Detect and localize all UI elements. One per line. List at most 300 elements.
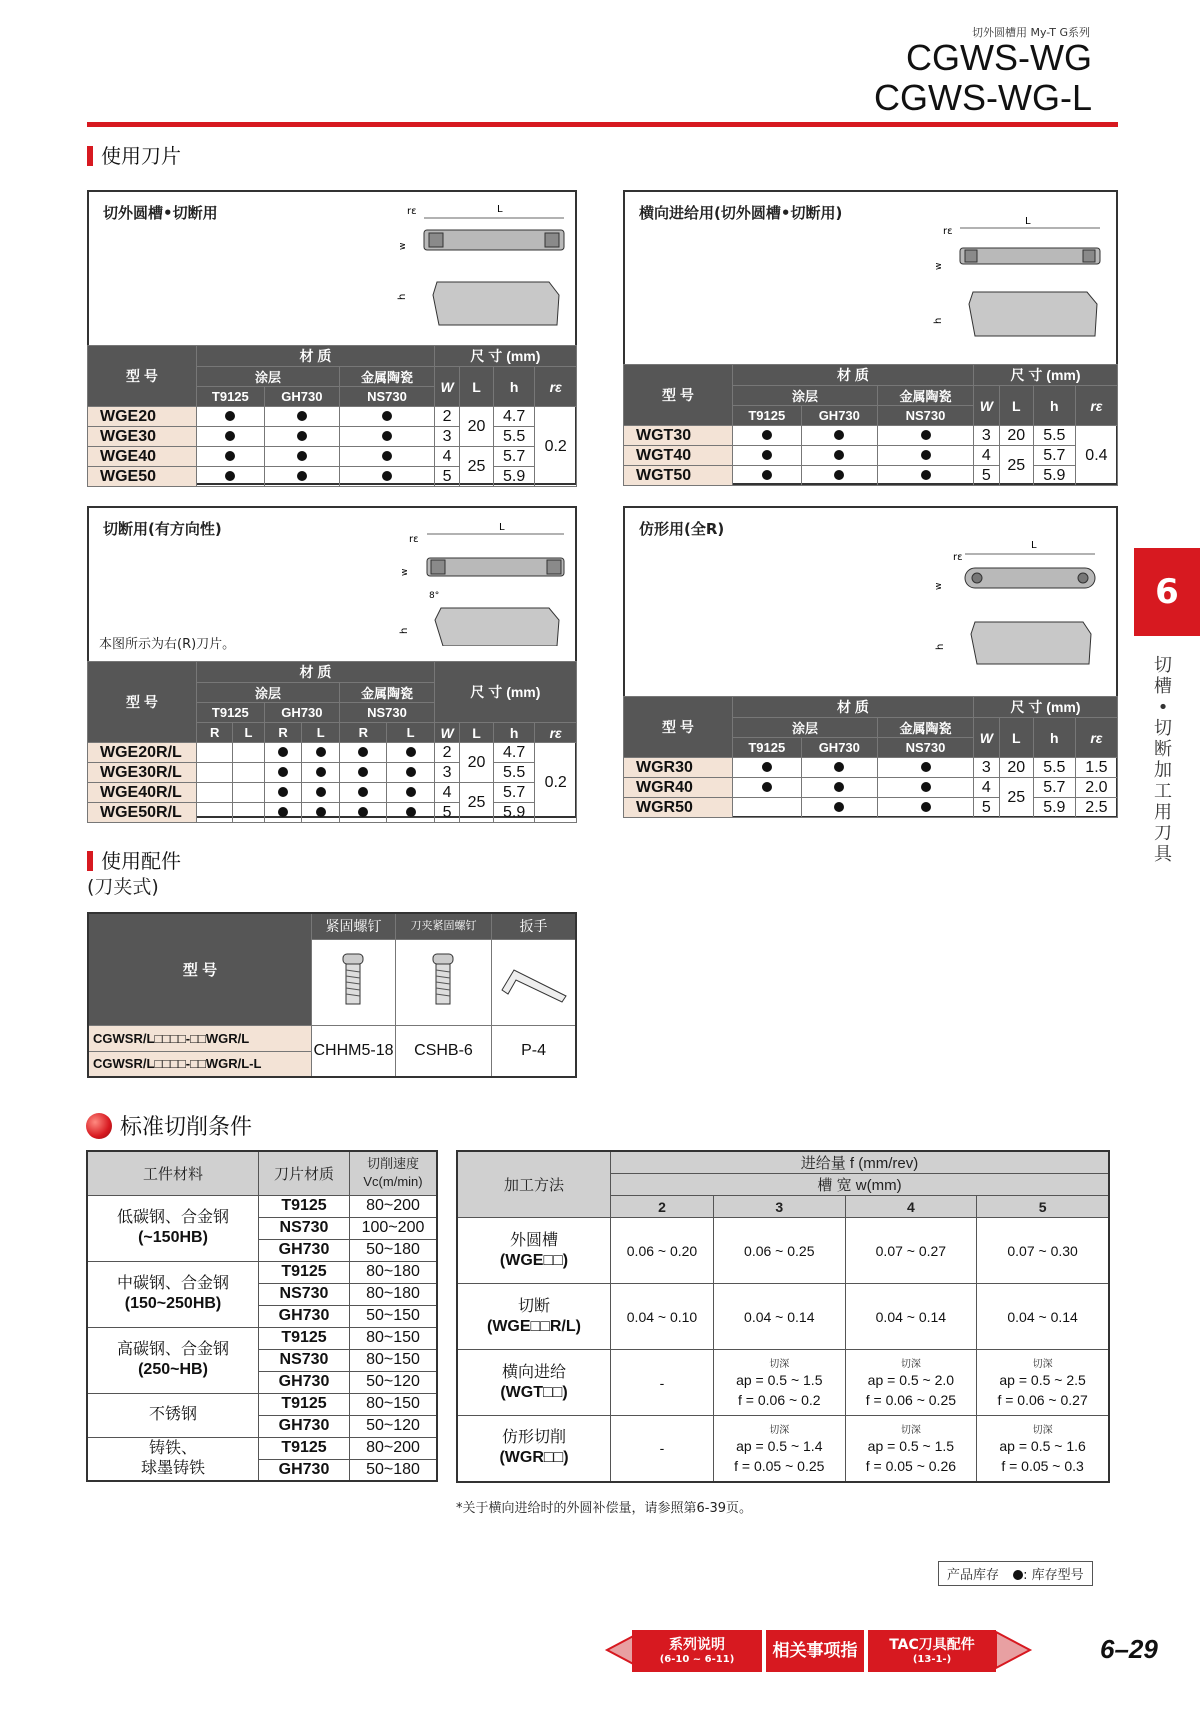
cell-re: 0.4 [1075,426,1117,486]
stock-dot [834,430,844,440]
re-header: rε [535,723,577,743]
parts-col1-header: 紧固螺钉 [312,913,396,939]
feed-value: f = 0.06 ~ 0.25 [865,1392,957,1408]
feed-row [457,1416,1109,1482]
cell-h: 5.9 [1033,798,1075,818]
insert-table-wgt [623,364,1118,486]
nav-guide-button[interactable]: 相关事项指南 [766,1630,864,1672]
re-label: rε [409,534,419,545]
L-label: L [499,522,505,533]
feed-value: ap = 0.5 ~ 1.5 [867,1437,955,1454]
nav-series-label: 系列说明 [669,1637,725,1653]
parts-col3-header: 扳手 [492,913,576,939]
grade-ns730: NS730 [340,387,435,407]
re-header: rε [1075,718,1117,758]
feed-cell [713,1218,845,1284]
workpiece-hardness: 球墨铸铁 [140,1459,205,1477]
cell-L: 25 [999,446,1033,486]
insert-box-wgr [623,506,1118,818]
cell-re: 0.2 [535,407,577,487]
cermet-header: 金属陶瓷 [340,683,435,703]
w-header: W [974,718,1000,758]
box-title: 切断用(有方向性) [103,520,222,538]
method-name: 切断 [517,1297,550,1315]
feed-row [457,1284,1109,1350]
hand-r: R [197,723,233,743]
stock-dot [921,470,931,480]
L-label: L [497,204,503,215]
width-4: 4 [845,1196,977,1218]
clamp-screw-icon [333,950,373,1010]
cell-h: 5.7 [1033,446,1075,466]
stock-dot [278,807,288,817]
holder-screw-image [395,939,491,1025]
angle-label: 8° [429,591,440,601]
cutting-speed: 80~200 [350,1195,438,1217]
stock-dot [406,747,416,757]
feed-cell [713,1416,845,1482]
cutting-speed: 80~180 [350,1283,438,1305]
depth-label: 切深 [1032,1359,1053,1370]
cell-w: 2 [434,407,459,427]
cutting-speed: 80~150 [350,1327,438,1349]
hand-r: R [340,723,387,743]
cermet-header: 金属陶瓷 [340,367,435,387]
insert-grade: NS730 [259,1217,350,1239]
stock-dot [382,471,392,481]
feed-value: ap = 0.5 ~ 1.5 [736,1372,823,1388]
stock-dot [225,411,235,421]
box-title: 仿形用(全R) [639,520,725,538]
feed-row [457,1218,1109,1284]
page-number: 6–29 [1100,1634,1158,1664]
cell-h: 5.5 [1033,426,1075,446]
feed-value: 0.06 ~ 0.25 [744,1242,815,1259]
feed-note: *关于横向进给时的外圆补偿量，请参照第6-39页。 [456,1501,753,1516]
insert-grade: T9125 [259,1327,350,1349]
re-label: rε [943,226,953,237]
stock-dot [225,471,235,481]
feed-cell [977,1416,1109,1482]
stock-dot [921,450,931,460]
row-model: WGE40 [88,447,197,467]
speed-row [87,1261,437,1283]
grade-ns730: NS730 [878,406,974,426]
stock-dot [921,430,931,440]
cell-h: 5.5 [1033,758,1075,778]
width-5: 5 [977,1196,1109,1218]
stock-dot [297,411,307,421]
cutting-speed: 100~200 [350,1217,438,1239]
workpiece-material [87,1327,259,1393]
width-2: 2 [611,1196,714,1218]
speed-unit: Vc(m/min) [363,1174,423,1190]
feed-value: 0.04 ~ 0.10 [626,1308,698,1325]
row-model: WGE50R/L [88,803,197,823]
row-model: WGE20R/L [88,743,197,763]
stock-dot [921,762,931,772]
workpiece-hardness: (250~HB) [138,1361,208,1378]
L-header: L [999,386,1033,426]
feed-cell [611,1350,714,1416]
depth-label: 切深 [769,1359,790,1370]
speed-row [87,1437,437,1459]
depth-label: 切深 [1032,1424,1053,1436]
stock-dot [382,451,392,461]
feed-cell [977,1284,1109,1350]
cell-h: 4.7 [493,743,535,763]
stock-dot [358,767,368,777]
wrench-image [492,939,576,1025]
feed-value: f = 0.06 ~ 0.27 [997,1392,1088,1408]
cell-w: 3 [974,426,1000,446]
parts-model-header: 型 号 [88,913,312,1025]
feed-value: ap = 0.5 ~ 1.6 [999,1437,1086,1454]
size-header: 尺 寸 (mm) [434,662,576,723]
insert-grade: T9125 [259,1393,350,1415]
coating-header: 涂层 [733,718,878,738]
h-label: h [397,293,408,300]
cell-w: 4 [974,446,1000,466]
section-inserts-heading: 使用刀片 [87,140,181,169]
workpiece-material [87,1261,259,1327]
depth-label: 切深 [900,1359,921,1370]
stock-dot [316,787,326,797]
grade-gh730: GH730 [801,406,877,426]
feed-cell [977,1350,1109,1416]
feed-value: 0.06 ~ 0.20 [626,1242,698,1259]
screw-image [312,939,396,1025]
row-model: WGE30R/L [88,763,197,783]
cell-w: 4 [434,783,459,803]
cell-L: 20 [460,743,494,783]
section-parts-sub: (刀夹式) [87,876,159,898]
w-label: w [934,262,944,270]
coating-header: 涂层 [197,683,340,703]
L-label: L [1031,540,1037,551]
stock-dot [278,747,288,757]
L-header: L [460,367,494,407]
cell-h: 5.7 [1033,778,1075,798]
workpiece-hardness: (~150HB) [138,1229,208,1246]
workpiece-name: 铸铁、 [148,1439,197,1457]
grade-t9125: T9125 [197,387,265,407]
cell-w: 5 [974,798,1000,818]
cell-w: 3 [434,763,459,783]
feed-cell [611,1218,714,1284]
L-header: L [999,718,1033,758]
size-header: 尺 寸 (mm) [974,697,1118,718]
cell-w: 2 [434,743,459,763]
parts-value3: P-4 [492,1025,576,1077]
page-title-1: CGWS-WG [906,37,1092,78]
model-header: 型 号 [624,365,733,426]
series-label: 切外圆槽用 My-T G系列 [971,26,1090,39]
stock-legend [938,1561,1093,1586]
cell-w: 5 [434,467,459,487]
cell-re: 2.5 [1075,798,1117,818]
box-title: 横向进给用(切外圆槽•切断用) [639,204,843,222]
cell-re: 1.5 [1075,758,1117,778]
row-model: WGT40 [624,446,733,466]
workpiece-material [87,1195,259,1261]
stock-dot [358,787,368,797]
material-header: 材 质 [733,697,974,718]
row-model: WGR50 [624,798,733,818]
feed-value: 0.07 ~ 0.30 [1007,1242,1078,1259]
cermet-header: 金属陶瓷 [878,386,974,406]
stock-dot [1013,1570,1023,1580]
grade-col-header: 刀片材质 [259,1151,350,1195]
feed-header: 进给量 f (mm/rev) [611,1151,1110,1174]
width-header: 槽 宽 w(mm) [611,1174,1110,1196]
re-header: rε [1075,386,1117,426]
cell-h: 4.7 [493,407,535,427]
feed-value: 0.04 ~ 0.14 [744,1308,815,1325]
stock-dot [316,807,326,817]
nav-series-sub: (6-10 ~ 6-11) [659,1654,735,1665]
insert-table-wge [87,345,577,487]
stock-dot [921,802,931,812]
h-header: h [493,723,535,743]
insert-grade: T9125 [259,1437,350,1459]
stock-dot [762,470,772,480]
row-model: WGE20 [88,407,197,427]
feed-cell [611,1284,714,1350]
stock-dot [834,762,844,772]
section-parts-heading: 使用配件 [87,845,181,874]
cell-w: 4 [434,447,459,467]
speed-row [87,1393,437,1415]
cell-L: 20 [999,758,1033,778]
material-header: 材 质 [733,365,974,386]
material-header: 材 质 [197,662,435,683]
insert-table-wgerl [87,661,577,823]
w-header: W [434,723,459,743]
cell-L: 20 [999,426,1033,446]
cell-w: 3 [974,758,1000,778]
nav-next-arrow-icon[interactable] [994,1628,1034,1672]
h-label: h [399,627,410,634]
holder-screw-icon [423,950,463,1010]
feed-value: ap = 0.5 ~ 1.4 [736,1437,823,1454]
grade-gh730: GH730 [801,738,877,758]
cermet-header: 金属陶瓷 [878,718,974,738]
stock-dot [834,802,844,812]
cell-L: 25 [460,783,494,823]
method-name: 横向进给 [501,1363,566,1381]
insert-diagram [309,516,569,646]
insert-diagram [309,200,569,330]
w-header: W [434,367,459,407]
model-header: 型 号 [624,697,733,758]
re-label: rε [953,552,963,563]
stock-dot [762,782,772,792]
parts-value2: CSHB-6 [395,1025,491,1077]
machining-method [457,1350,611,1416]
feed-row [457,1350,1109,1416]
cell-h: 5.9 [493,803,535,823]
cell-h: 5.5 [493,763,535,783]
workpiece-name: 高碳钢、合金钢 [116,1341,229,1358]
h-label: h [935,643,946,650]
stock-dot [834,470,844,480]
insert-diagram [825,212,1105,352]
feed-cell [845,1350,977,1416]
w-header: W [974,386,1000,426]
insert-grade: GH730 [259,1239,350,1261]
feed-value: 0.04 ~ 0.14 [1007,1308,1078,1325]
feed-value: - [659,1374,665,1391]
grade-ns730: NS730 [878,738,974,758]
feed-cell [845,1416,977,1482]
stock-dot [406,767,416,777]
method-col-header: 加工方法 [457,1151,611,1218]
nav-series-button[interactable] [632,1630,762,1672]
insert-grade: GH730 [259,1415,350,1437]
feed-cell [713,1284,845,1350]
cell-L: 20 [460,407,494,447]
insert-grade: GH730 [259,1305,350,1327]
method-insert: (WGE□□R/L) [487,1317,581,1335]
page-title-2: CGWS-WG-L [874,77,1092,118]
hand-l: L [387,723,434,743]
row-model: WGT30 [624,426,733,446]
insert-grade: GH730 [259,1371,350,1393]
cutting-speed: 80~150 [350,1349,438,1371]
feed-value: f = 0.05 ~ 0.26 [865,1457,957,1474]
model-header: 型 号 [88,346,197,407]
re-header: rε [535,367,577,407]
method-insert: (WGT□□) [500,1383,568,1401]
chapter-tab-text: 切槽•切断加工用刀具 [1154,655,1172,865]
stock-dot [278,787,288,797]
cell-re: 2.0 [1075,778,1117,798]
stock-dot [358,807,368,817]
row-model: WGE30 [88,427,197,447]
feed-table [456,1150,1110,1483]
w-label: w [398,242,408,250]
stock-dot [834,782,844,792]
box-note: 本图所示为右(R)刀片。 [99,637,236,652]
parts-row2-model: CGWSR/L□□□□-□□WGR/L-L [88,1051,312,1077]
cutting-speed: 80~200 [350,1437,438,1459]
cutting-speed: 80~150 [350,1393,438,1415]
h-header: h [1033,718,1075,758]
size-header: 尺 寸 (mm) [434,346,576,367]
parts-value1: CHHM5-18 [312,1025,396,1077]
cell-h: 5.9 [1033,466,1075,486]
stock-dot [406,787,416,797]
grade-gh730: GH730 [264,387,339,407]
grade-t9125: T9125 [197,703,265,723]
grade-gh730: GH730 [264,703,339,723]
insert-box-wgt [623,190,1118,485]
header-divider [87,122,1118,127]
model-header: 型 号 [88,662,197,743]
depth-label: 切深 [900,1424,921,1436]
chapter-tab[interactable]: 6 [1134,548,1200,636]
red-ball-icon [86,1113,112,1139]
insert-box-wgerl [87,506,577,821]
grade-ns730: NS730 [340,703,435,723]
stock-dot [762,450,772,460]
stock-dot [762,430,772,440]
stock-dot [358,747,368,757]
legend-dot-label: : 库存型号 [1023,1568,1084,1583]
nav-accessories-button[interactable] [868,1630,996,1672]
L-label: L [1025,216,1031,227]
insert-grade: T9125 [259,1261,350,1283]
speed-row [87,1327,437,1349]
feed-value: ap = 0.5 ~ 2.0 [867,1372,955,1388]
cutting-speed: 50~180 [350,1239,438,1261]
row-model: WGE40R/L [88,783,197,803]
row-model: WGR40 [624,778,733,798]
stock-dot [921,782,931,792]
insert-box-wge [87,190,577,485]
machining-method [457,1218,611,1284]
cell-h: 5.7 [493,447,535,467]
hand-l: L [233,723,264,743]
insert-grade: NS730 [259,1283,350,1305]
workpiece-name: 中碳钢、合金钢 [116,1275,229,1292]
hand-l: L [302,723,340,743]
cutting-speed: 50~180 [350,1459,438,1481]
grade-t9125: T9125 [733,738,802,758]
size-header: 尺 寸 (mm) [974,365,1118,386]
section-conditions-heading: 标准切削条件 [120,1115,253,1140]
cutting-speed: 50~120 [350,1415,438,1437]
parts-table [87,912,577,1078]
stock-dot [297,431,307,441]
depth-label: 切深 [769,1424,790,1436]
cell-h: 5.5 [493,427,535,447]
stock-dot [297,471,307,481]
feed-cell [713,1350,845,1416]
machining-method [457,1284,611,1350]
material-col-header: 工件材料 [87,1151,259,1195]
feed-cell [845,1218,977,1284]
coating-header: 涂层 [733,386,878,406]
feed-value: 0.04 ~ 0.14 [875,1308,947,1325]
feed-cell [977,1218,1109,1284]
speed-col-header: 切削速度 [366,1156,419,1172]
parts-row1-model: CGWSR/L□□□□-□□WGR/L [88,1025,312,1051]
nav-accessories-label: TAC刀具配件 [889,1637,975,1653]
cell-h: 5.7 [493,783,535,803]
coating-header: 涂层 [197,367,340,387]
wrench-icon [494,950,574,1010]
speed-row [87,1195,437,1217]
re-label: rε [407,206,417,217]
stock-dot [225,431,235,441]
feed-value: - [659,1440,665,1457]
box-title: 切外圆槽•切断用 [103,204,218,222]
h-label: h [933,317,944,324]
stock-dot [278,767,288,777]
insert-grade: NS730 [259,1349,350,1371]
cell-w: 5 [434,803,459,823]
feed-value: 0.07 ~ 0.27 [875,1242,947,1259]
cell-L: 25 [999,778,1033,818]
cell-h: 5.9 [493,467,535,487]
feed-value: ap = 0.5 ~ 2.5 [999,1372,1086,1388]
cell-w: 4 [974,778,1000,798]
method-insert: (WGE□□) [499,1251,569,1269]
cell-w: 3 [434,427,459,447]
insert-table-wgr [623,696,1118,818]
